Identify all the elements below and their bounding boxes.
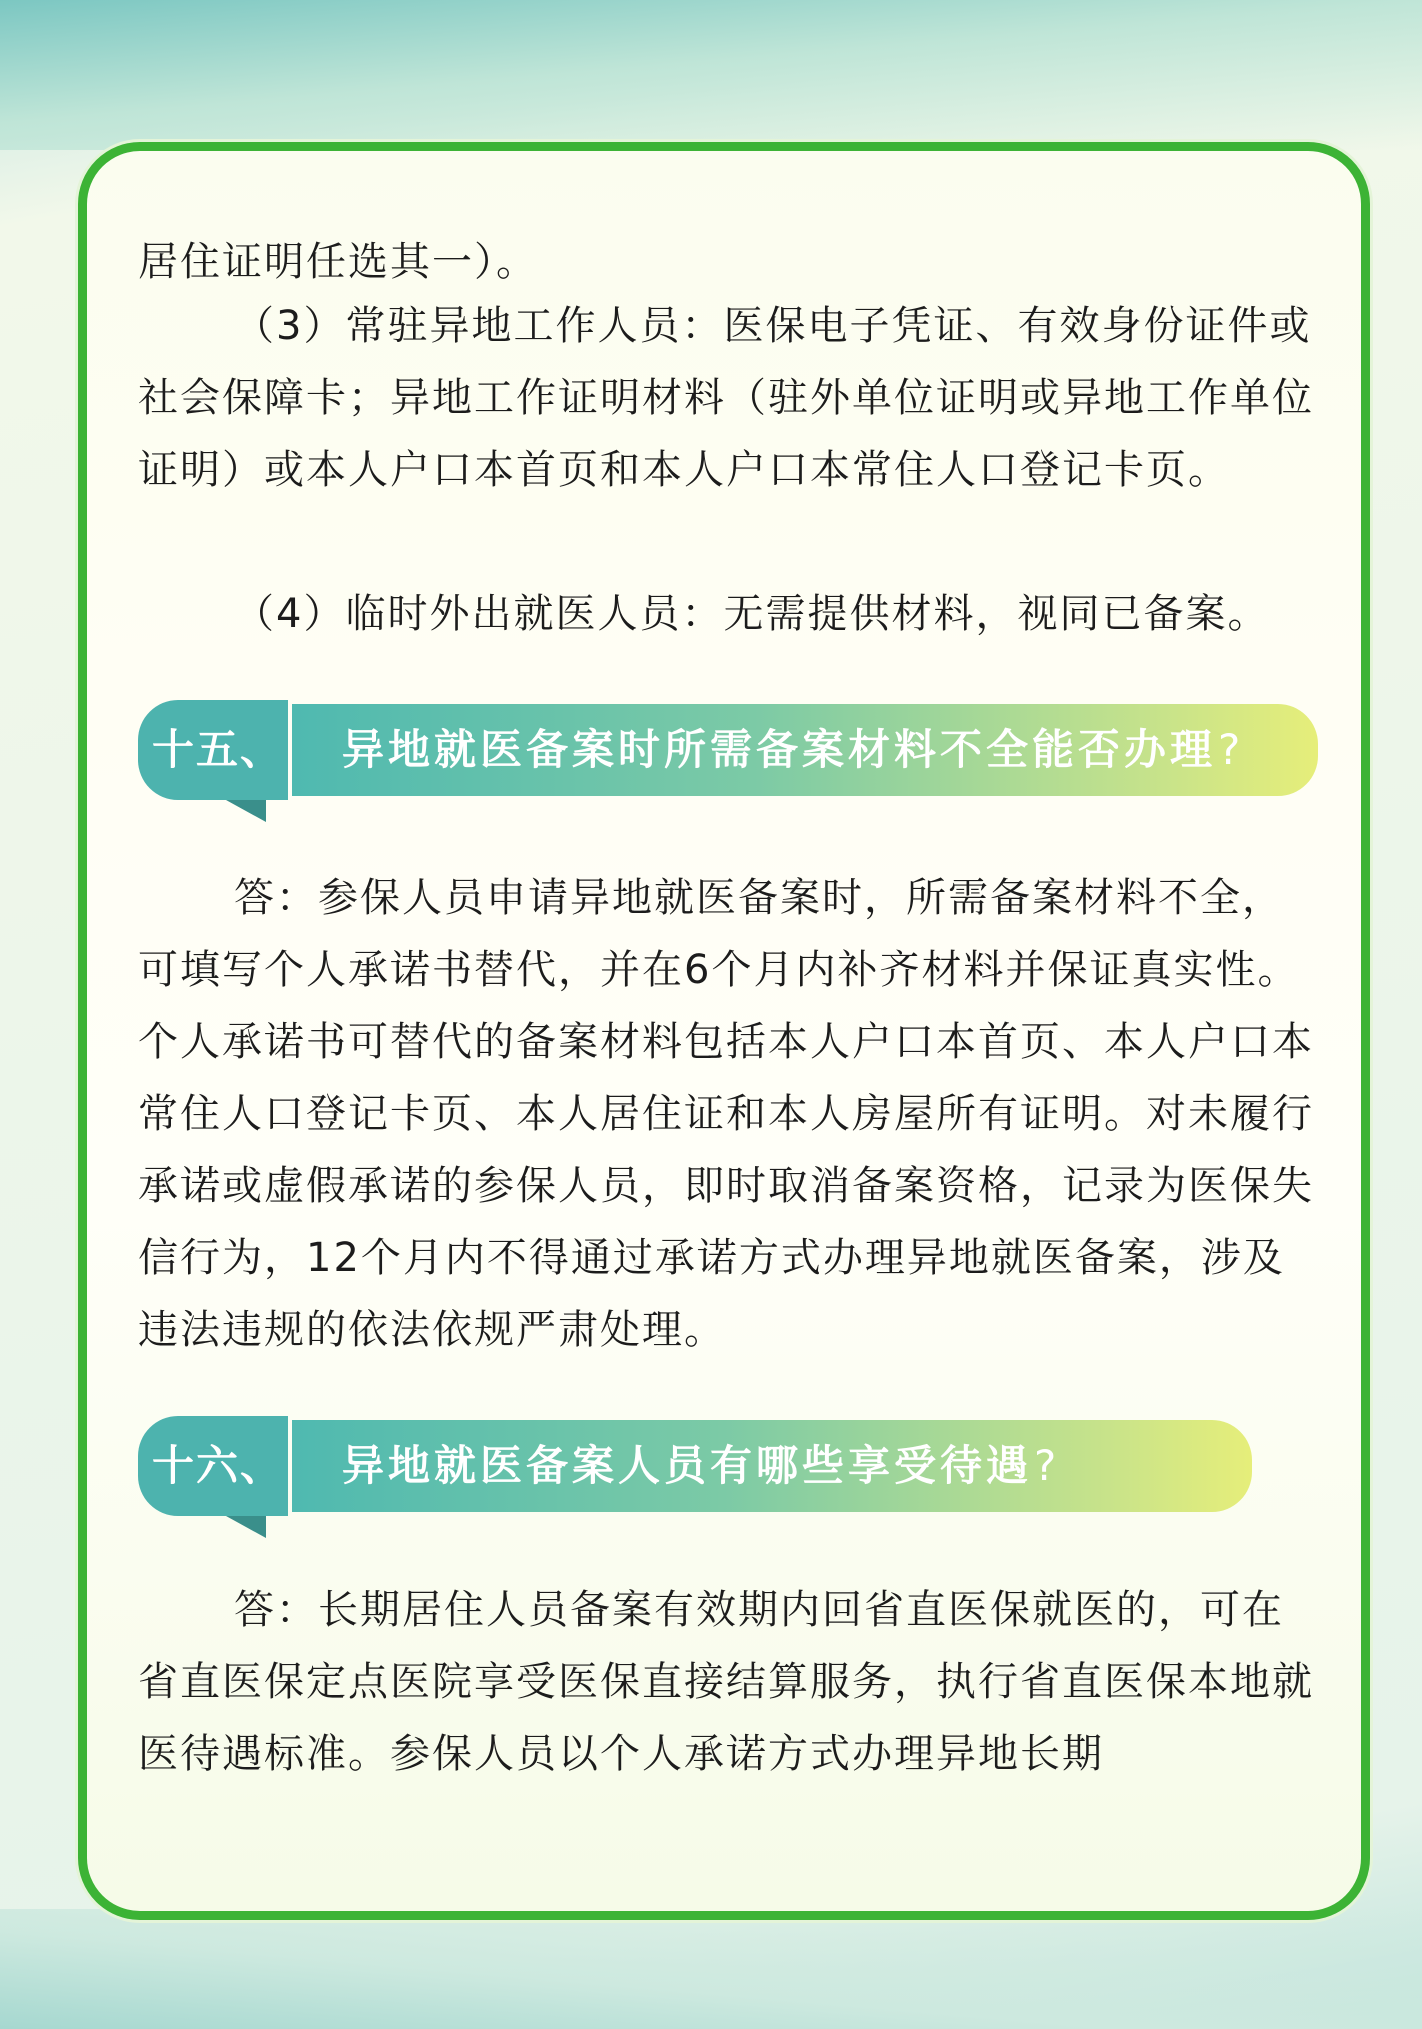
item-4-label: （4） — [234, 591, 346, 637]
intro-line: 居住证明任选其一）。 — [138, 239, 538, 285]
item-3-text: 常驻异地工作人员：医保电子凭证、有效身份证件或社会保障卡；异地工作证明材料（驻外单位证明或异地工作单位证明）或本人户口本首页和本人户口本常住人口登记卡页。 — [138, 303, 1314, 493]
section-15-question-mark: ? — [1218, 725, 1245, 774]
section-15-title-bar — [292, 704, 1318, 796]
item-4 — [138, 578, 1318, 650]
section-15-header — [138, 700, 1318, 820]
section-16-tail — [226, 1516, 266, 1538]
section-16-header — [138, 1416, 1318, 1536]
section-15-title: 异地就医备案时所需备案材料不全能否办理 — [342, 725, 1217, 774]
top-background-band — [0, 0, 1422, 150]
section-15-number: 十五、 — [138, 700, 288, 800]
section-16-answer: 答：长期居住人员备案有效期内回省直医保就医的，可在省直医保定点医院享受医保直接结算服务，执行省直医保本地就医待遇标准。参保人员以个人承诺方式办理异地长期 — [138, 1587, 1314, 1777]
section-15-answer: 答：参保人员申请异地就医备案时，所需备案材料不全，可填写个人承诺书替代，并在6个月内补齐材料并保证真实性。个人承诺书可替代的备案材料包括本人户口本首页、本人户口本常住人口登记卡页、本人居住证和本人房屋所有证明。对未履行承诺或虚假承诺的参保人员，即时取消备案资格，记录为医保失信行为，12个月内不得通过承诺方式办理异地就医备案，涉及违法违规的依法依规严肃处理。 — [138, 875, 1314, 1353]
item-3-label: （3） — [234, 303, 346, 349]
section-16-question-mark: ? — [1034, 1441, 1061, 1490]
section-16-title: 异地就医备案人员有哪些享受待遇 — [342, 1441, 1033, 1490]
item-3 — [138, 290, 1318, 506]
section-16-number: 十六、 — [138, 1416, 288, 1516]
section-15-tail — [226, 800, 266, 822]
item-4-text: 临时外出就医人员：无需提供材料，视同已备案。 — [345, 591, 1270, 637]
bottom-background-band — [0, 1909, 1422, 2029]
section-16-title-bar — [292, 1420, 1252, 1512]
